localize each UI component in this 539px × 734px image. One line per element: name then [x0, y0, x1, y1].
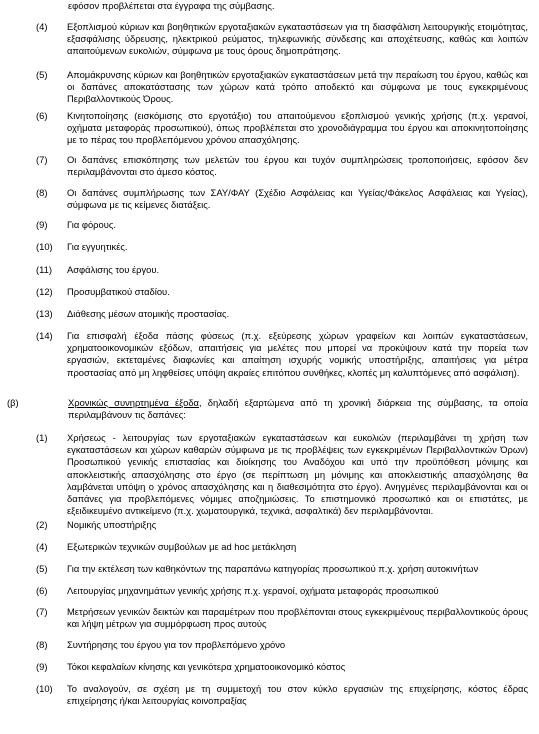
list-item-number: (4) [36, 541, 48, 552]
list-item-number: (6) [36, 110, 48, 121]
list-item-text: Χρήσεως - λειτουργίας των εργοταξιακών εγκαταστάσεων και ευκολιών (περιλαμβάνει τη χρήση των εγκαταστάσεων και χώρων καθαρών σύμφωνα με τις προβλέψεις των εγκεκριμένων Περιβαλλοντικών Όρων) Προσωπικού γενικής επιστασίας και διοίκησης του Αναδόχου και υπό την προϋπόθεση μόνιμης και αποκλειστικής απασχόλησης στο έργο (σε περίπτωση μη μόνιμης και αποκλειστικής απασχόλησης θα λαμβάνεται υπόψη ο χρόνος απασχόλησης και η διαθεσιμότητα στο έργο). Ανηγμένες περιλαμβάνονται και οι δαπάνες για προβλεπόμενες νόμιμες αποζημιώσεις. Το επιστημονικό προσωπικό και οι επιστάτες, με εξειδικευμένο αντικείμενο (π.χ. χωματουργικά, τεχνικά, ασφαλτικά) δεν περιλαμβάνονται. [67, 432, 528, 517]
list-item [36, 541, 528, 553]
list-item [36, 219, 528, 231]
list-item [36, 585, 528, 597]
list-item-text: Προσυμβατικού σταδίου. [67, 286, 170, 297]
section-b-title: Χρονικώς συνηρτημένα έξοδα [68, 397, 199, 408]
list-item [36, 661, 528, 673]
list-item-number: (8) [36, 187, 48, 198]
list-item-text: Για φόρους. [67, 219, 116, 230]
list-item [36, 21, 528, 58]
list-item-number: (10) [36, 683, 53, 694]
list-item [36, 683, 528, 707]
list-item-number: (1) [36, 432, 48, 443]
list-item [36, 69, 528, 106]
list-item-text: Νομικής υποστήριξης [67, 519, 157, 530]
list-item [36, 308, 528, 320]
list-item-text: Εξωτερικών τεχνικών συμβούλων με ad hoc μετάκληση [67, 541, 297, 552]
list-item [36, 639, 528, 651]
list-item [36, 432, 528, 517]
list-item-number: (2) [36, 519, 48, 530]
list-item-text: Μετρήσεων γενικών δεικτών και παραμέτρων που προβλέπονται στους εγκεκριμένους περιβαλλοντικούς όρους και λήψη μέτρων για συμμόρφωση προς αυτούς [67, 606, 528, 630]
list-item-text: Για εγγυητικές. [67, 241, 128, 252]
section-b-label: (β) [7, 397, 19, 408]
list-item [36, 286, 528, 298]
list-item-number: (11) [36, 264, 52, 275]
list-item-text: Για επισφαλή έξοδα πάσης φύσεως (π.χ. εξεύρεσης χώρων γραφείων και λοιπών εγκαταστάσεων, χρηματοοικονομικών εξόδων, απαιτήσεις για μελέτες που μπορεί να προκύψουν κατά την πορεία των εργασιών, εκτεταμένες διαφωνίες και απαίτηση ισχυρής νομικής υποστήριξης, απαιτήσεις για μέτρα προστασίας από μη ληφθείσες υπόψη ακραίες επιτόπου συνθήκες, κλοπές μη καλυπτόμενες από ασφάλιση). [67, 330, 528, 378]
list-item-number: (12) [36, 286, 53, 297]
list-item-number: (9) [36, 661, 48, 672]
list-item-number: (10) [36, 241, 53, 252]
list-item-text: Οι δαπάνες επισκόπησης των μελετών του έργου και τυχόν συμπληρώσεις τροποποιήσεις, εφόσον δεν περιλαμβάνονται στο άμεσο κόστος. [67, 154, 528, 178]
list-item [36, 187, 528, 211]
list-item-number: (14) [36, 330, 53, 341]
list-item-text: Το αναλογούν, σε σχέση με τη συμμετοχή του στον κύκλο εργασιών της επιχείρησης, κόστος έδρας επιχείρησης ή/και λειτουργίας κοινοπραξίας [67, 683, 528, 707]
section-b [7, 397, 528, 421]
list-item-text: Οι δαπάνες συμπλήρωσης των ΣΑΥ/ΦΑΥ (Σχέδιο Ασφάλειας και Υγείας/Φάκελος Ασφάλειας και Υγείας), σύμφωνα με τις κείμενες διατάξεις. [67, 187, 528, 211]
list-item-text: Τόκοι κεφαλαίων κίνησης και γενικότερα χρηματοοικονομικό κόστος [67, 661, 346, 672]
section-b-rest: , δηλαδή εξαρτώμενα από τη χρονική διάρκεια της σύμβασης, τα οποία περιλαμβάνουν τις δαπάνες: [68, 397, 528, 421]
list-item-text: Κινητοποίησης (εισκόμισης στο εργοτάξιο) του απαιτούμενου εξοπλισμού γενικής χρήσης (π.χ. γερανοί, οχήματα μεταφοράς προσωπικού), όπως προβλέπεται στο χρονοδιάγραμμα του έργου και αποκινητοποίησης με το πέρας του προβλεπόμενου χρόνου απασχόλησης. [67, 110, 528, 146]
list-item-text: Απομάκρυνσης κύριων και βοηθητικών εργοταξιακών εγκαταστάσεων μετά την περαίωση του έργου, καθώς και οι δαπάνες αποκατάστασης των χώρων κατά τρόπο αποδεκτό και σύμφωνα με τους εγκεκριμένους Περιβαλλοντικούς Όρους. [67, 69, 528, 105]
list-item-number: (9) [36, 219, 48, 230]
list-item [36, 519, 528, 531]
list-item [36, 606, 528, 630]
list-item-number: (5) [36, 563, 48, 574]
list-item-text: Διάθεσης μέσων ατομικής προστασίας. [67, 308, 230, 319]
list-item [36, 154, 528, 178]
list-item [36, 264, 528, 276]
list-item-number: (7) [36, 154, 48, 165]
list-item-text: Λειτουργίας μηχανημάτων γενικής χρήσης π.χ. γερανοί, οχήματα μεταφοράς προσωπικού [67, 585, 439, 596]
list-item [36, 110, 528, 147]
list-item-number: (6) [36, 585, 48, 596]
list-item [36, 241, 528, 253]
list-item-text: Συντήρησης του έργου για τον προβλεπόμενο χρόνο [67, 639, 286, 650]
list-item-number: (8) [36, 639, 48, 650]
list-item-number: (13) [36, 308, 53, 319]
list-item-text: Για την εκτέλεση των καθηκόντων της παραπάνω κατηγορίας προσωπικού π.χ. χρήση αυτοκινήτων [67, 563, 479, 574]
paragraph-text: εφόσον προβλέπεται στα έγγραφα της σύμβασης. [68, 0, 275, 11]
list-item [36, 563, 528, 575]
list-item-number: (4) [36, 21, 48, 32]
list-item-number: (5) [36, 69, 48, 80]
list-item-text: Ασφάλισης του έργου. [67, 264, 160, 275]
section-b-text [68, 397, 528, 421]
list-item-number: (7) [36, 606, 48, 617]
list-item-text: Εξοπλισμού κύριων και βοηθητικών εργοταξιακών εγκαταστάσεων για τη διασφάλιση λειτουργικής ετοιμότητας, εξασφάλισης ύδρευσης, ηλεκτρικού ρεύματος, τηλεφωνικής σύνδεσης και αποχέτευσης, καθώς και λοιπών απαιτούμενων ευκολιών, σύμφωνα με τους όρους δημοπράτησης. [67, 21, 528, 57]
paragraph-continuation [68, 0, 528, 12]
list-item [36, 330, 528, 379]
